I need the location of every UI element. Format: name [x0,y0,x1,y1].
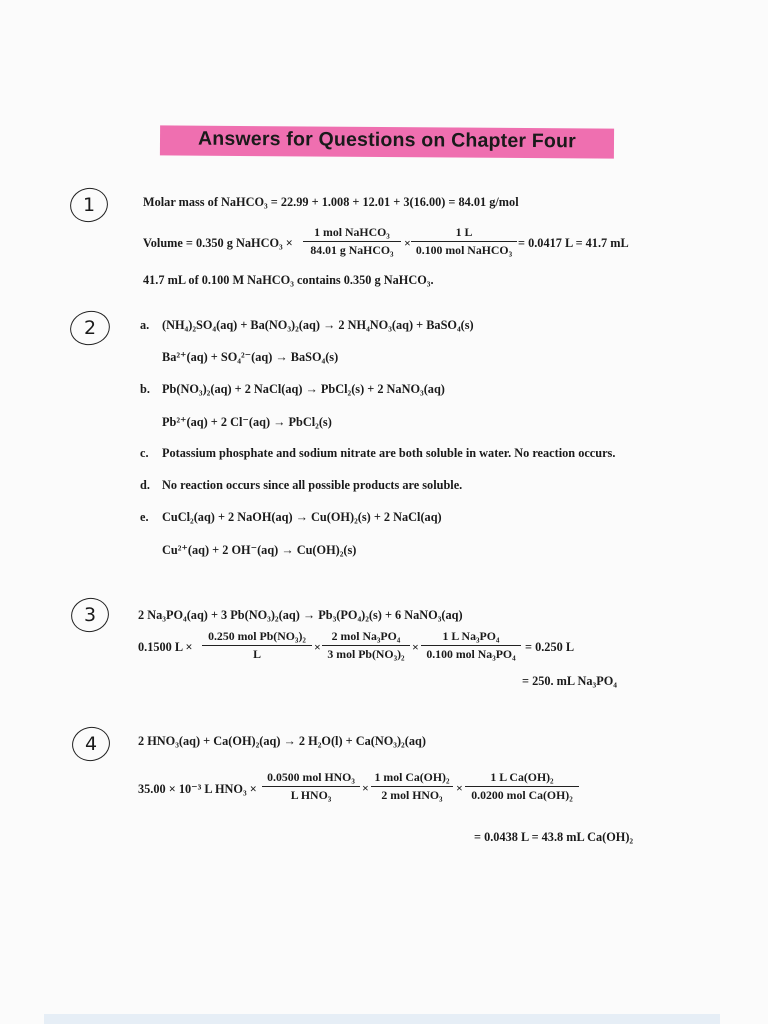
q2-e-label: e. [140,510,149,524]
q1-molar-mass: Molar mass of NaHCO₃ = 22.99 + 1.008 + 12.01 + 3(16.00) = 84.01 g/mol [143,195,519,209]
q3-f2-den: 3 mol Pb(NO₃)₂ [327,647,405,661]
q3-times-2: × [412,640,419,654]
q2-d-text: No reaction occurs since all possible products are soluble. [162,478,463,492]
q3-f3-den: 0.100 mol Na₃PO₄ [426,647,516,661]
q4-equation: 2 HNO₃(aq) + Ca(OH)₂(aq) → 2 H₂O(l) + Ca(NO₃)₂(aq) [138,734,426,748]
q2-b-label: b. [140,382,150,396]
q3-f1-den: L [253,647,261,661]
q4-fraction-2 [371,770,453,803]
q2-a-label: a. [140,318,150,332]
q4-f3-num: 1 L Ca(OH)₂ [465,770,579,787]
question-2-marker: 2 [67,307,113,349]
q3-lead: 0.1500 L × [138,640,193,654]
q4-times-1: × [362,781,369,795]
q1-conclusion: 41.7 mL of 0.100 M NaHCO₃ contains 0.350 g NaHCO₃. [143,273,434,287]
q4-f1-den: L HNO₃ [290,788,332,802]
q3-times-1: × [314,640,321,654]
q3-f2-num: 2 mol Na₃PO₄ [322,629,410,646]
q4-fraction-3 [465,770,579,803]
q3-fraction-3 [421,629,521,662]
q2-c-text: Potassium phosphate and sodium nitrate are both soluble in water. No reaction occurs. [162,446,616,460]
q3-f1-num: 0.250 mol Pb(NO₃)₂ [202,629,312,646]
q1-fraction-1 [303,225,401,258]
q1-f2-den: 0.100 mol NaHCO₃ [415,243,513,257]
q3-result-milliliters: = 250. mL Na₃PO₄ [522,674,617,688]
page-title: Answers for Questions on Chapter Four [197,127,577,153]
q2-e-equation: CuCl₂(aq) + 2 NaOH(aq) → Cu(OH)₂(s) + 2 NaCl(aq) [162,510,442,524]
q2-e-net-ionic: Cu²⁺(aq) + 2 OH⁻(aq) → Cu(OH)₂(s) [162,543,357,557]
q3-f3-num: 1 L Na₃PO₄ [421,629,521,646]
q4-f2-den: 2 mol HNO₃ [381,788,443,802]
q4-f1-num: 0.0500 mol HNO₃ [262,770,360,787]
q2-c-label: c. [140,446,149,460]
title-highlight [160,125,614,158]
q1-f1-num: 1 mol NaHCO₃ [303,225,401,242]
q3-equation: 2 Na₃PO₄(aq) + 3 Pb(NO₃)₂(aq) → Pb₃(PO₄)₂(s) + 6 NaNO₃(aq) [138,608,463,622]
q4-result: = 0.0438 L = 43.8 mL Ca(OH)₂ [474,830,634,844]
q2-d-label: d. [140,478,150,492]
q4-f3-den: 0.0200 mol Ca(OH)₂ [471,788,573,802]
q4-f2-num: 1 mol Ca(OH)₂ [371,770,453,787]
q2-b-net-ionic: Pb²⁺(aq) + 2 Cl⁻(aq) → PbCl₂(s) [162,415,332,429]
q2-b-equation: Pb(NO₃)₂(aq) + 2 NaCl(aq) → PbCl₂(s) + 2 NaNO₃(aq) [162,382,445,396]
q3-fraction-2 [322,629,410,662]
q2-a-net-ionic: Ba²⁺(aq) + SO₄²⁻(aq) → BaSO₄(s) [162,350,339,364]
q4-lead: 35.00 × 10⁻³ L HNO₃ × [138,782,257,796]
q4-fraction-1 [262,770,360,803]
q3-fraction-1 [202,629,312,662]
q1-volume-lead: Volume = 0.350 g NaHCO₃ × [143,236,293,250]
q1-f2-num: 1 L [411,225,517,242]
q3-result-liters: = 0.250 L [525,640,575,654]
q1-fraction-2 [411,225,517,258]
question-3-marker: 3 [68,594,112,635]
q1-times: × [404,236,411,250]
q2-a-equation: (NH₄)₂SO₄(aq) + Ba(NO₃)₂(aq) → 2 NH₄NO₃(aq) + BaSO₄(s) [162,318,474,332]
question-4-marker: 4 [69,723,113,764]
page-bottom-edge [44,1014,720,1024]
question-1-marker: 1 [67,184,111,225]
q1-result: = 0.0417 L = 41.7 mL [518,236,629,250]
q4-times-2: × [456,781,463,795]
q1-f1-den: 84.01 g NaHCO₃ [310,243,394,257]
